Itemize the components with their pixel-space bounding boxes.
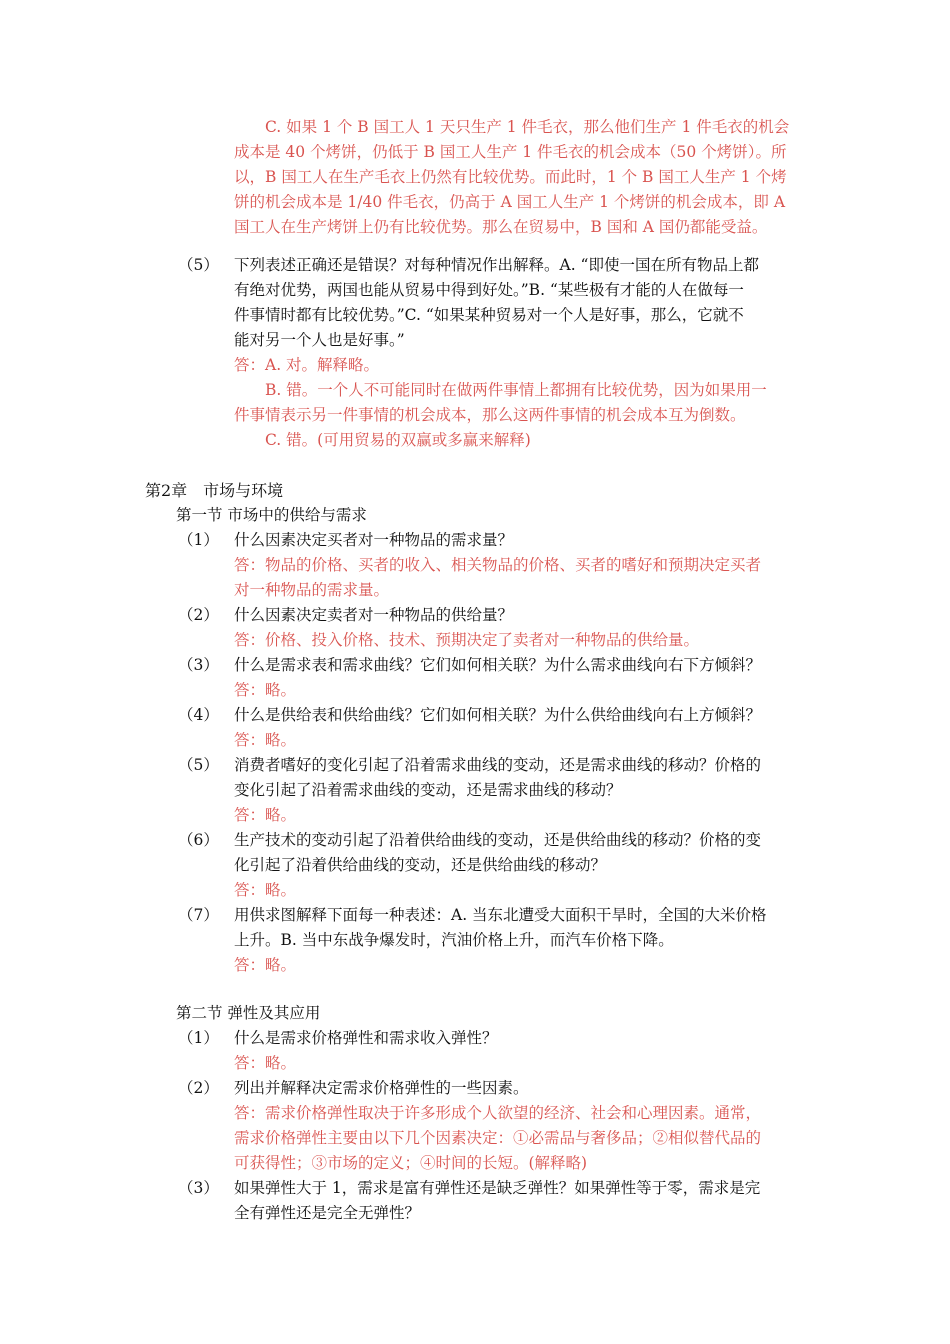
question-line: 下列表述正确还是错误？对每种情况作出解释。A. “即使一国在所有物品上都 <box>234 256 759 274</box>
question-line: 什么是供给表和供给曲线？它们如何相关联？为什么供给曲线向右上方倾斜？ <box>234 706 762 724</box>
question-line: 能对另一个人也是好事。” <box>234 331 405 349</box>
question-line: 消费者嗜好的变化引起了沿着需求曲线的变动，还是需求曲线的移动？价格的 <box>234 756 762 774</box>
answer-line: 国工人在生产烤饼上仍有比较优势。那么在贸易中，B 国和 A 国仍都能受益。 <box>234 218 768 236</box>
question-line: 生产技术的变动引起了沿着供给曲线的变动，还是供给曲线的移动？价格的变 <box>234 831 762 849</box>
answer-line: 答：价格、投入价格、技术、预期决定了卖者对一种物品的供给量。 <box>234 631 700 649</box>
question-line: 什么因素决定卖者对一种物品的供给量？ <box>234 606 514 624</box>
question-line: 什么是需求价格弹性和需求收入弹性？ <box>234 1029 498 1047</box>
answer-line: B. 错。一个人不可能同时在做两件事情上都拥有比较优势，因为如果用一 <box>265 381 767 399</box>
question-number: （6） <box>178 831 219 849</box>
answer-line: 答：需求价格弹性取决于许多形成个人欲望的经济、社会和心理因素。通常， <box>234 1104 762 1122</box>
question-number: （5） <box>178 756 219 774</box>
question-number: （5） <box>178 256 219 274</box>
question-line: 列出并解释决定需求价格弹性的一些因素。 <box>234 1079 529 1097</box>
answer-line: 可获得性；③市场的定义；④时间的长短。(解释略) <box>234 1154 588 1172</box>
question-line: 化引起了沿着供给曲线的变动，还是供给曲线的移动？ <box>234 856 607 874</box>
answer-line: 答：略。 <box>234 881 297 899</box>
answer-line: 答：略。 <box>234 1054 297 1072</box>
question-number: （3） <box>178 656 219 674</box>
question-line: 有绝对优势，两国也能从贸易中得到好处。”B. “某些极有才能的人在做每一 <box>234 281 744 299</box>
question-line: 件事情时都有比较优势。”C. “如果某种贸易对一个人是好事，那么，它就不 <box>234 306 744 324</box>
answer-line: 答：略。 <box>234 681 297 699</box>
answer-line: 对一种物品的需求量。 <box>234 581 390 599</box>
answer-line: 需求价格弹性主要由以下几个因素决定：①必需品与奢侈品；②相似替代品的 <box>234 1129 762 1147</box>
question-number: （7） <box>178 906 219 924</box>
answer-line: 答：略。 <box>234 731 297 749</box>
section-heading: 第二节 弹性及其应用 <box>176 1004 321 1022</box>
question-number: （1） <box>178 531 219 549</box>
question-number: （4） <box>178 706 219 724</box>
question-number: （1） <box>178 1029 219 1047</box>
answer-line: 以，B 国工人在生产毛衣上仍然有比较优势。而此时，1 个 B 国工人生产 1 个烤 <box>234 168 787 186</box>
question-line: 如果弹性大于 1，需求是富有弹性还是缺乏弹性？如果弹性等于零，需求是完 <box>234 1179 761 1197</box>
answer-line: 答：A. 对。解释略。 <box>234 356 380 374</box>
answer-line: 答：物品的价格、买者的收入、相关物品的价格、买者的嗜好和预期决定买者 <box>234 556 762 574</box>
question-line: 什么是需求表和需求曲线？它们如何相关联？为什么需求曲线向右下方倾斜？ <box>234 656 762 674</box>
question-number: （2） <box>178 1079 219 1097</box>
question-line: 变化引起了沿着需求曲线的变动，还是需求曲线的移动？ <box>234 781 622 799</box>
answer-line: 成本是 40 个烤饼，仍低于 B 国工人生产 1 件毛衣的机会成本（50 个烤饼）。所 <box>234 143 787 161</box>
question-number: （2） <box>178 606 219 624</box>
answer-line: C. 错。(可用贸易的双赢或多赢来解释) <box>265 431 531 449</box>
answer-line: 件事情表示另一件事情的机会成本，那么这两件事情的机会成本互为倒数。 <box>234 406 746 424</box>
answer-line: 答：略。 <box>234 806 297 824</box>
section-heading: 第一节 市场中的供给与需求 <box>176 506 367 524</box>
question-line: 用供求图解释下面每一种表述：A. 当东北遭受大面积干旱时，全国的大米价格 <box>234 906 767 924</box>
answer-line: 饼的机会成本是 1/40 件毛衣，仍高于 A 国工人生产 1 个烤饼的机会成本，即 A <box>234 193 786 211</box>
chapter-heading: 第2章 市场与环境 <box>145 481 284 500</box>
answer-line: 答：略。 <box>234 956 297 974</box>
question-number: （3） <box>178 1179 219 1197</box>
question-line: 什么因素决定买者对一种物品的需求量？ <box>234 531 514 549</box>
question-line: 全有弹性还是完全无弹性？ <box>234 1204 421 1222</box>
question-line: 上升。B. 当中东战争爆发时，汽油价格上升，而汽车价格下降。 <box>234 931 674 949</box>
answer-line: C. 如果 1 个 B 国工人 1 天只生产 1 件毛衣，那么他们生产 1 件毛衣的机会 <box>265 118 790 136</box>
